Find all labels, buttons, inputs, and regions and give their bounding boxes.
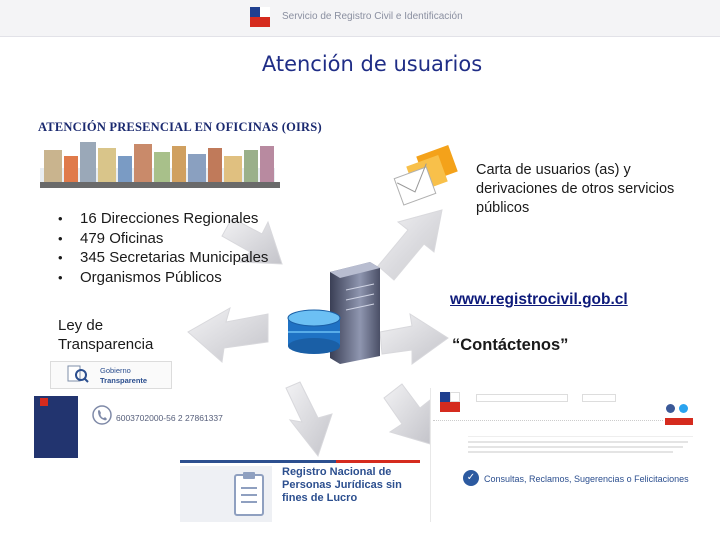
list-item: • 16 Direcciones Regionales (58, 210, 259, 227)
server-database-icon (288, 262, 380, 364)
website-link[interactable]: www.registrocivil.gob.cl (450, 291, 628, 308)
contactenos-label: “Contáctenos” (452, 336, 569, 354)
bullet-text: 16 Direcciones Regionales (80, 210, 259, 227)
transparente-label: Transparente (100, 376, 148, 385)
logo-mark-icon (40, 398, 48, 406)
arrow-right (380, 314, 448, 364)
arrow-bottom-right (384, 384, 430, 444)
site-menu-bar (433, 420, 663, 423)
phone-icon (92, 404, 112, 426)
magnifier-document-icon (66, 365, 90, 383)
phone-number: 6003702000-56 2 27861337 (116, 413, 223, 423)
bullet-text: Organismos Públicos (80, 268, 222, 286)
bullet-text: 345 Secretarias Municipales (80, 249, 269, 266)
header-site-title: Servicio de Registro Civil e Identificación (282, 11, 463, 22)
page-title: Atención de usuarios (261, 52, 483, 76)
site-consultas-link[interactable]: Consultas, Reclamos, Sugerencias o Felicitaciones (484, 474, 689, 484)
twitter-icon[interactable] (679, 404, 688, 413)
mail-envelope-icon (394, 145, 458, 205)
list-item: • Organismos Públicos (58, 268, 222, 286)
clipboard-document-icon (232, 470, 266, 518)
arrow-left (188, 308, 268, 362)
list-item: • 479 Oficinas (58, 229, 164, 247)
site-logo (436, 390, 464, 418)
bullet-text: 479 Oficinas (80, 229, 164, 247)
site-search-input[interactable] (476, 394, 568, 402)
check-circle-icon: ✓ (463, 470, 479, 486)
gobierno-label: Gobierno (100, 366, 131, 375)
oirs-heading: ATENCIÓN PRESENCIAL EN OFICINAS (OIRS) (38, 120, 322, 134)
ley-line-2: Transparencia (58, 336, 154, 353)
site-paragraph-block (468, 436, 693, 459)
town-buildings-illustration (40, 142, 280, 188)
site-login-field[interactable] (582, 394, 616, 402)
arrow-bottom-left (286, 382, 332, 456)
list-item: • 345 Secretarias Municipales (58, 249, 269, 266)
registro-nacional-title: Registro Nacional de Personas Jurídicas sin fines de Lucro (282, 466, 402, 504)
ley-transparencia-label (58, 316, 153, 354)
site-red-button[interactable] (665, 418, 693, 425)
arrow-top-right (378, 210, 442, 280)
facebook-icon[interactable] (666, 404, 675, 413)
ley-line-1: Ley de (58, 317, 104, 334)
oirs-bullet-list (58, 209, 268, 287)
banner-stripe (180, 460, 420, 463)
carta-usuarios-text: Carta de usuarios (as) y derivaciones de otros servicios públicos (476, 162, 675, 216)
